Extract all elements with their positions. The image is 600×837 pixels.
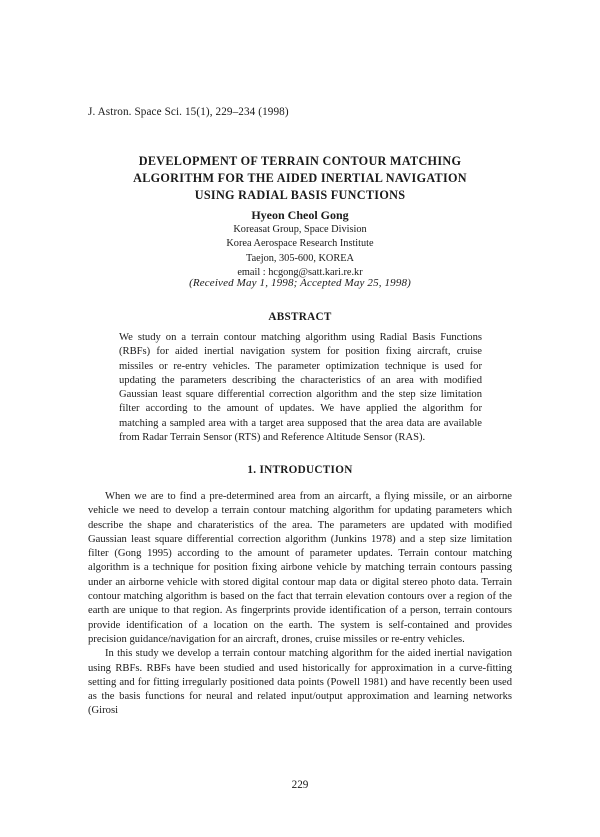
paper-title [88, 153, 512, 204]
abstract-text: We study on a terrain contour matching algorithm using Radial Basis Functions (RBFs) for aided inertial navigation system for position fixing aircraft, cruise missiles or re-entry vehicles. The parameter optimization technique is used for updating the parameters describing the characteristics of an area with modified Gaussian least square differential correction algorithm and the step size limitation filter according to the amount of updates. We have applied the algorithm for matching a sampled area with a target area supposed that the area data are available from Radar Terrain Sensor (RTS) and Reference Altitude Sensor (RAS). [119, 332, 482, 444]
paragraph: In this study we develop a terrain contour matching algorithm for the aided inertial navigation using RBFs. RBFs have been studied and used historically for approximation in a curve-fitting setting and for fitting irregularly positioned data points (Powell 1981) and have recently been used as the basis functions for neural and related input/output approximation and learning networks (Girosi [88, 648, 512, 717]
paragraph: When we are to find a pre-determined area from an aircarft, a flying missile, or an airborne vehicle we need to develop a terrain contour matching algorithm for updating parameters which describe the shape and charateristics of the area. The parameters are updated with modified Gaussian least square differential correction algorithm (Junkins 1978) and a step size limitation filter (Gong 1995) according to the amount of parameter updates. Terrain contour matching algorithm is a technique for position fixing airbone vehicle by matching terrain contours passing under an airborne vehicle with stored digital contour map data or digital stereo photo data. Terrain contour matching algorithm is based on the fact that terrain elevation contours over a region of the earth are unique to that region. As fingerprints provide identification of a person, terrain contours provide identification of a location on the earth. The system is self-contained and provides precision guidance/navigation for an aircraft, drones, cruise missiles or re-entry vehicles. [88, 491, 512, 645]
author-name: Hyeon Cheol Gong [251, 208, 349, 222]
author-block [88, 207, 512, 281]
introduction-heading: 1. INTRODUCTION [247, 464, 353, 476]
title-line: DEVELOPMENT OF TERRAIN CONTOUR MATCHING [138, 154, 462, 168]
journal-reference: J. Astron. Space Sci. 15(1), 229–234 (1998) [88, 106, 289, 118]
abstract-heading: ABSTRACT [268, 311, 332, 323]
page-number: 229 [291, 779, 309, 791]
affiliation-line: Taejon, 305-600, KOREA [246, 252, 354, 264]
title-line: ALGORITHM FOR THE AIDED INERTIAL NAVIGATION [133, 171, 467, 185]
affiliation-line: Koreasat Group, Space Division [233, 224, 367, 235]
author-email: email : hcgong@satt.kari.re.kr [237, 267, 363, 279]
affiliation-line: Korea Aerospace Research Institute [226, 238, 374, 250]
received-dates: (Received May 1, 1998; Accepted May 25, 1998) [189, 277, 411, 289]
introduction-body [88, 490, 512, 719]
title-line: USING RADIAL BASIS FUNCTIONS [194, 188, 406, 202]
